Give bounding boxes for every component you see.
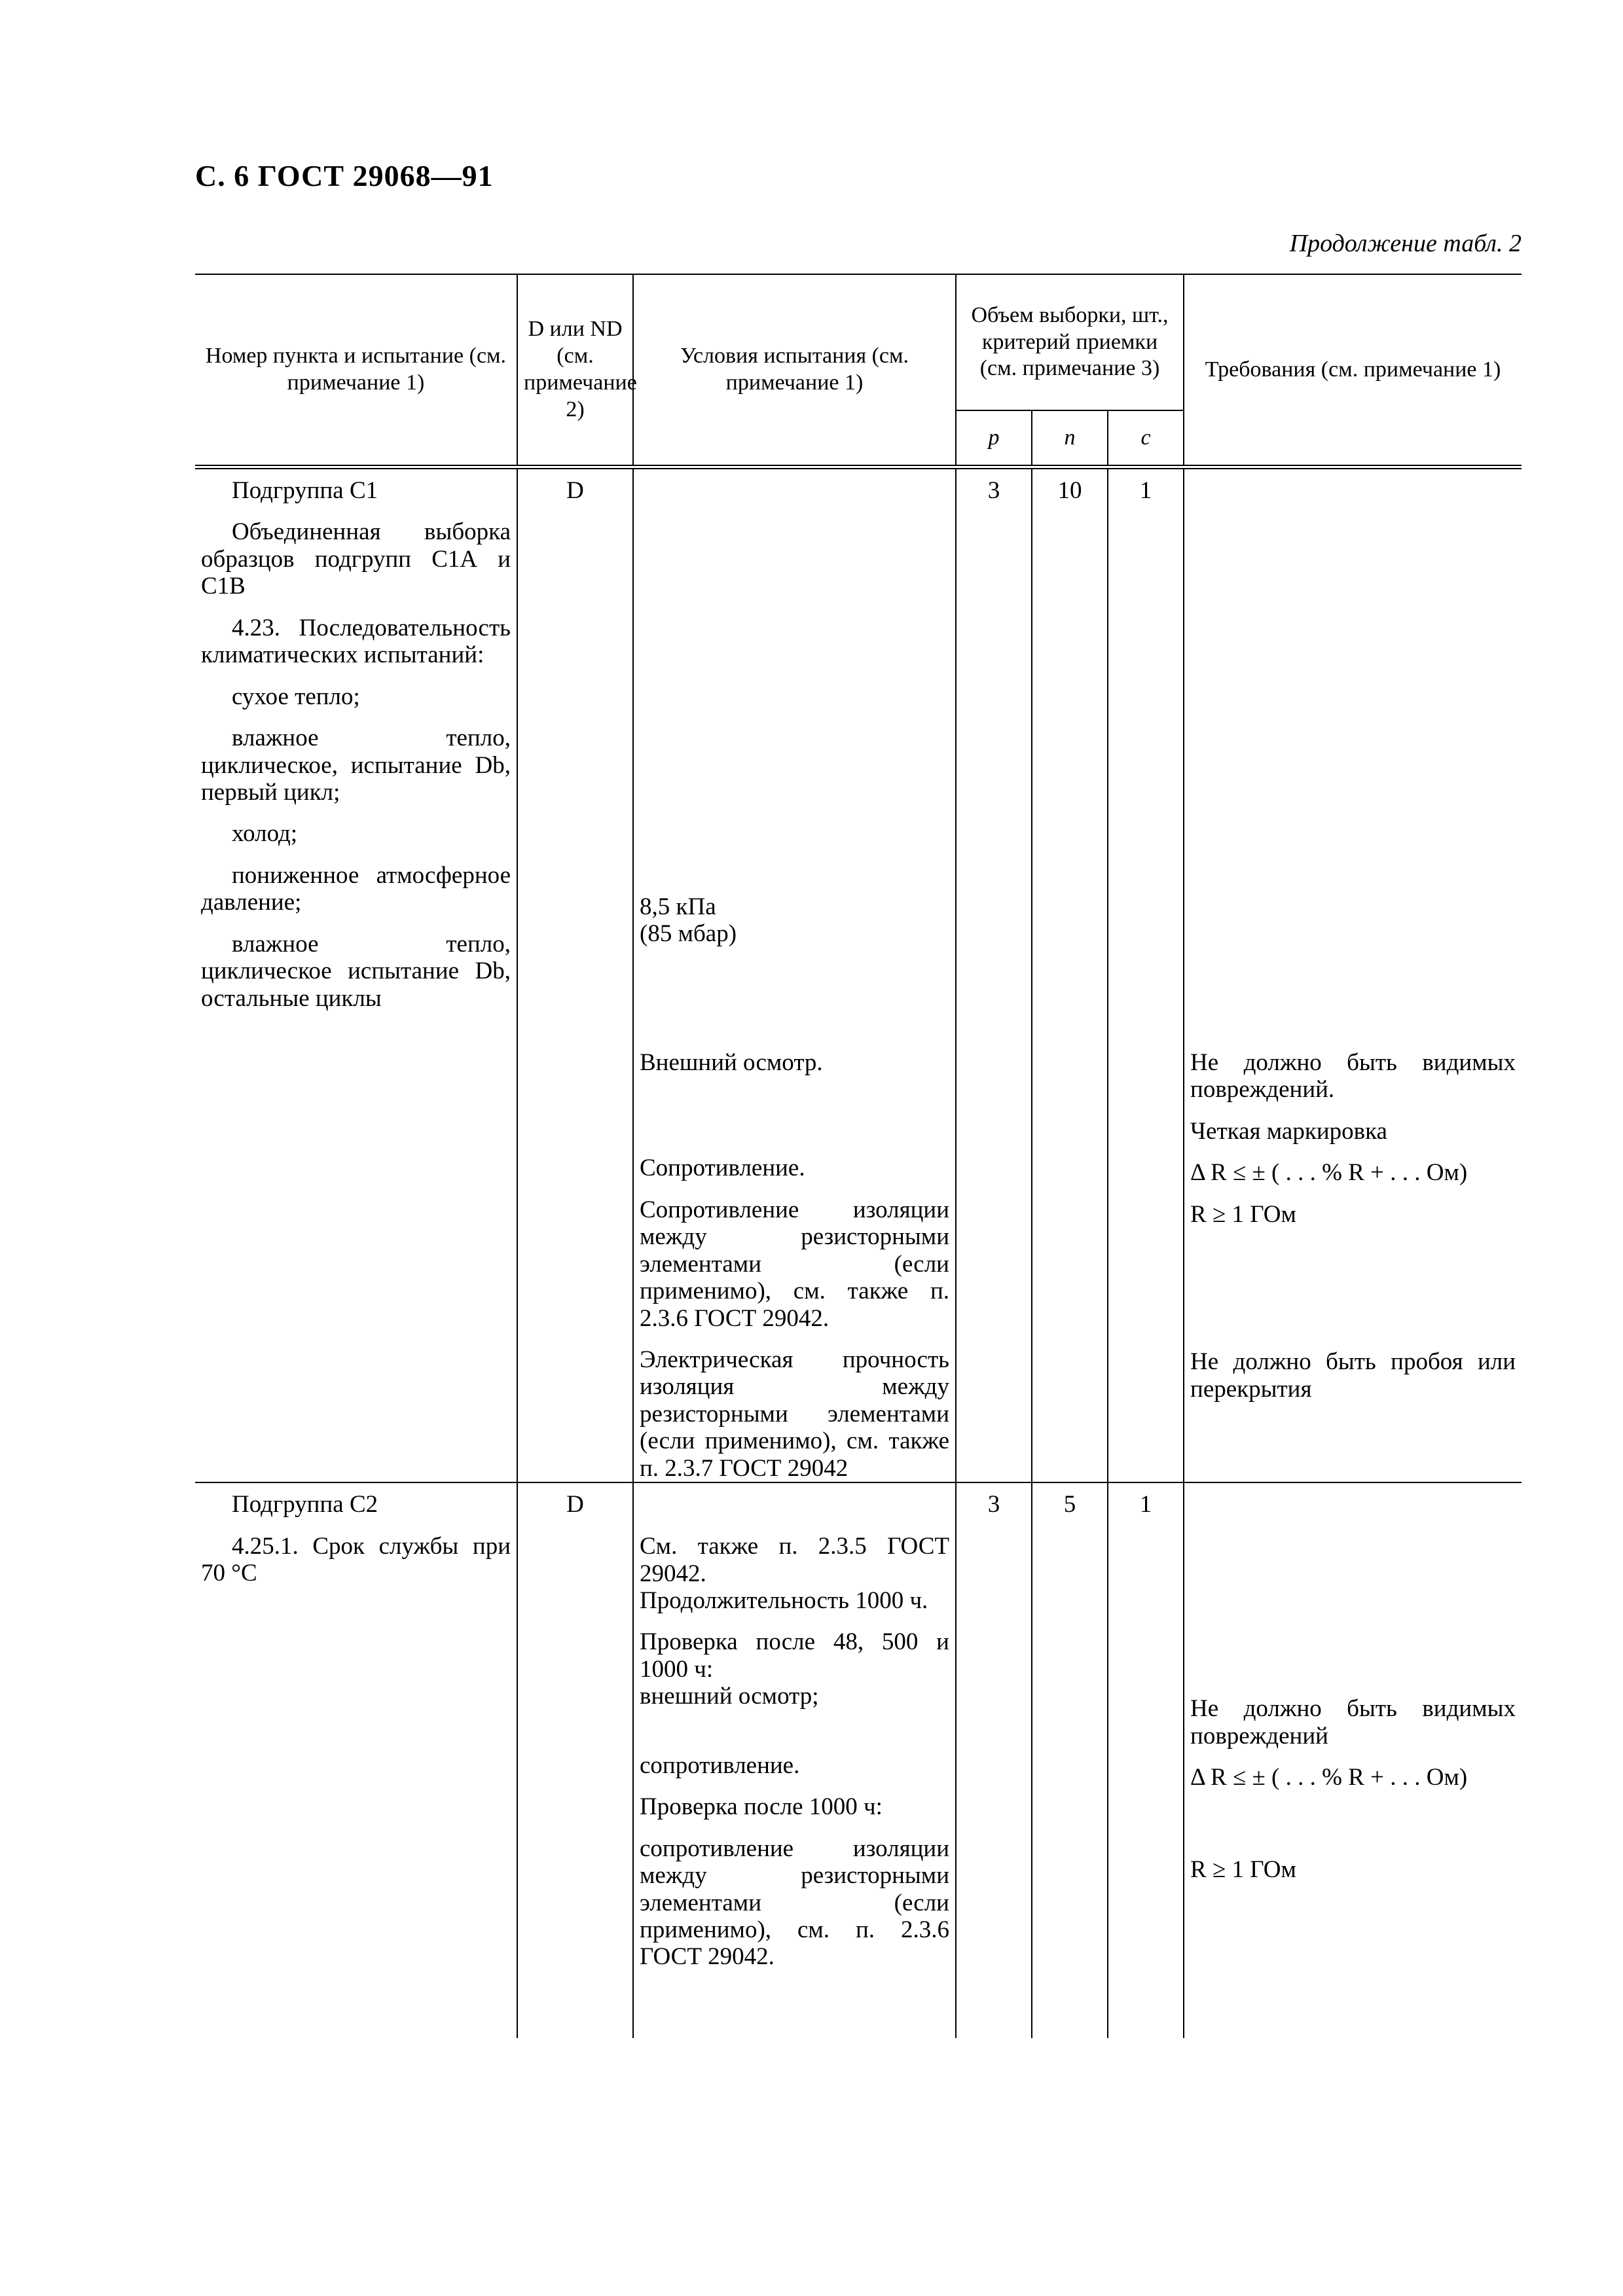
header-c: c: [1108, 410, 1184, 467]
c2-visual: внешний осмотр;: [640, 1683, 819, 1710]
c1-dnd: D: [517, 467, 633, 1483]
list-item: влажное тепло, циклическое, испытание Db, первый цикл;: [201, 725, 511, 806]
header-p: p: [956, 410, 1032, 467]
c1-strength: Электрическая прочность изоляция между резисторными элементами (если применимо), см. также п. 2.3.7 ГОСТ 29042: [640, 1346, 949, 1482]
c2-requirements-cell: [1184, 1482, 1522, 2038]
list-item: холод;: [232, 820, 298, 848]
list-item: пониженное атмосферное давление;: [201, 861, 511, 916]
c1-pressure-alt: (85 мбар): [640, 920, 737, 948]
c2-c: 1: [1108, 1482, 1184, 2038]
c2-resistance: сопротивление.: [640, 1751, 800, 1779]
c2-conditions-cell: [633, 1482, 956, 2038]
table-continuation-label: Продолжение табл. 2: [1289, 230, 1522, 257]
c2-insulation-req: R ≥ 1 ГОм: [1190, 1856, 1296, 1884]
list-item: Объединенная выборка образцов подгрупп С1А и С1В: [201, 518, 511, 600]
c1-strength-req: Не должно быть пробоя или перекрытия: [1190, 1348, 1516, 1403]
c2-visual-req: Не должно быть видимых повреждений: [1190, 1695, 1516, 1749]
header-n: n: [1032, 410, 1108, 467]
page-header: С. 6 ГОСТ 29068—91: [195, 159, 494, 192]
c2-duration: Продолжительность 1000 ч.: [640, 1587, 928, 1614]
c2-check-1000: Проверка после 1000 ч:: [640, 1793, 883, 1821]
c1-insulation-req: R ≥ 1 ГОм: [1190, 1200, 1296, 1228]
list-item: 4.23. Последовательность климатических испытаний:: [201, 614, 511, 669]
list-item: сухое тепло;: [232, 683, 360, 710]
c2-see-also: См. также п. 2.3.5 ГОСТ 29042.: [640, 1533, 949, 1587]
c1-visual-req: Не должно быть видимых повреждений.: [1190, 1049, 1516, 1103]
c2-insulation: сопротивление изоляции между резисторными элементами (если применимо), см. п. 2.3.6 ГОСТ 29042.: [640, 1835, 949, 1971]
c1-n: 10: [1032, 467, 1108, 1483]
c1-insulation: Сопротивление изоляции между резисторными элементами (если применимо), см. также п. 2.3.6 ГОСТ 29042.: [640, 1196, 949, 1332]
c2-resistance-req: Δ R ≤ ± ( . . . % R + . . . Ом): [1190, 1764, 1468, 1791]
c2-p: 3: [956, 1482, 1032, 2038]
c1-item-cell: [195, 467, 517, 1483]
header-requirements: Требования (см. примечание 1): [1184, 274, 1522, 467]
header-sample: Объем выборки, шт., критерий приемки (см. примечание 3): [956, 274, 1184, 410]
c1-c: 1: [1108, 467, 1184, 1483]
c2-dnd: D: [517, 1482, 633, 2038]
c1-title: Подгруппа С1: [232, 477, 378, 504]
header-conditions: Условия испытания (см. примечание 1): [633, 274, 956, 467]
c2-title: Подгруппа С2: [232, 1491, 378, 1518]
c2-n: 5: [1032, 1482, 1108, 2038]
header-dnd: D или ND (см. примечание 2): [517, 274, 633, 467]
c1-resistance-req: Δ R ≤ ± ( . . . % R + . . . Ом): [1190, 1159, 1468, 1187]
table-row: [195, 467, 1522, 1483]
c1-requirements-cell: [1184, 467, 1522, 1483]
test-table: [195, 274, 1522, 2038]
c1-resistance: Сопротивление.: [640, 1155, 805, 1182]
header-item: Номер пункта и испытание (см. примечание 1): [195, 274, 517, 467]
c1-visual: Внешний осмотр.: [640, 1049, 823, 1076]
c1-p: 3: [956, 467, 1032, 1483]
c2-item: 4.25.1. Срок службы при 70 °С: [201, 1532, 511, 1587]
c1-marking-req: Четкая маркировка: [1190, 1117, 1387, 1145]
table-row: [195, 1482, 1522, 2038]
c1-conditions-cell: [633, 467, 956, 1483]
c1-pressure: 8,5 кПа: [640, 893, 716, 920]
c2-item-cell: [195, 1482, 517, 2038]
c2-check-after: Проверка после 48, 500 и 1000 ч:: [640, 1628, 949, 1683]
list-item: влажное тепло, циклическое испытание Db, остальные циклы: [201, 930, 511, 1012]
